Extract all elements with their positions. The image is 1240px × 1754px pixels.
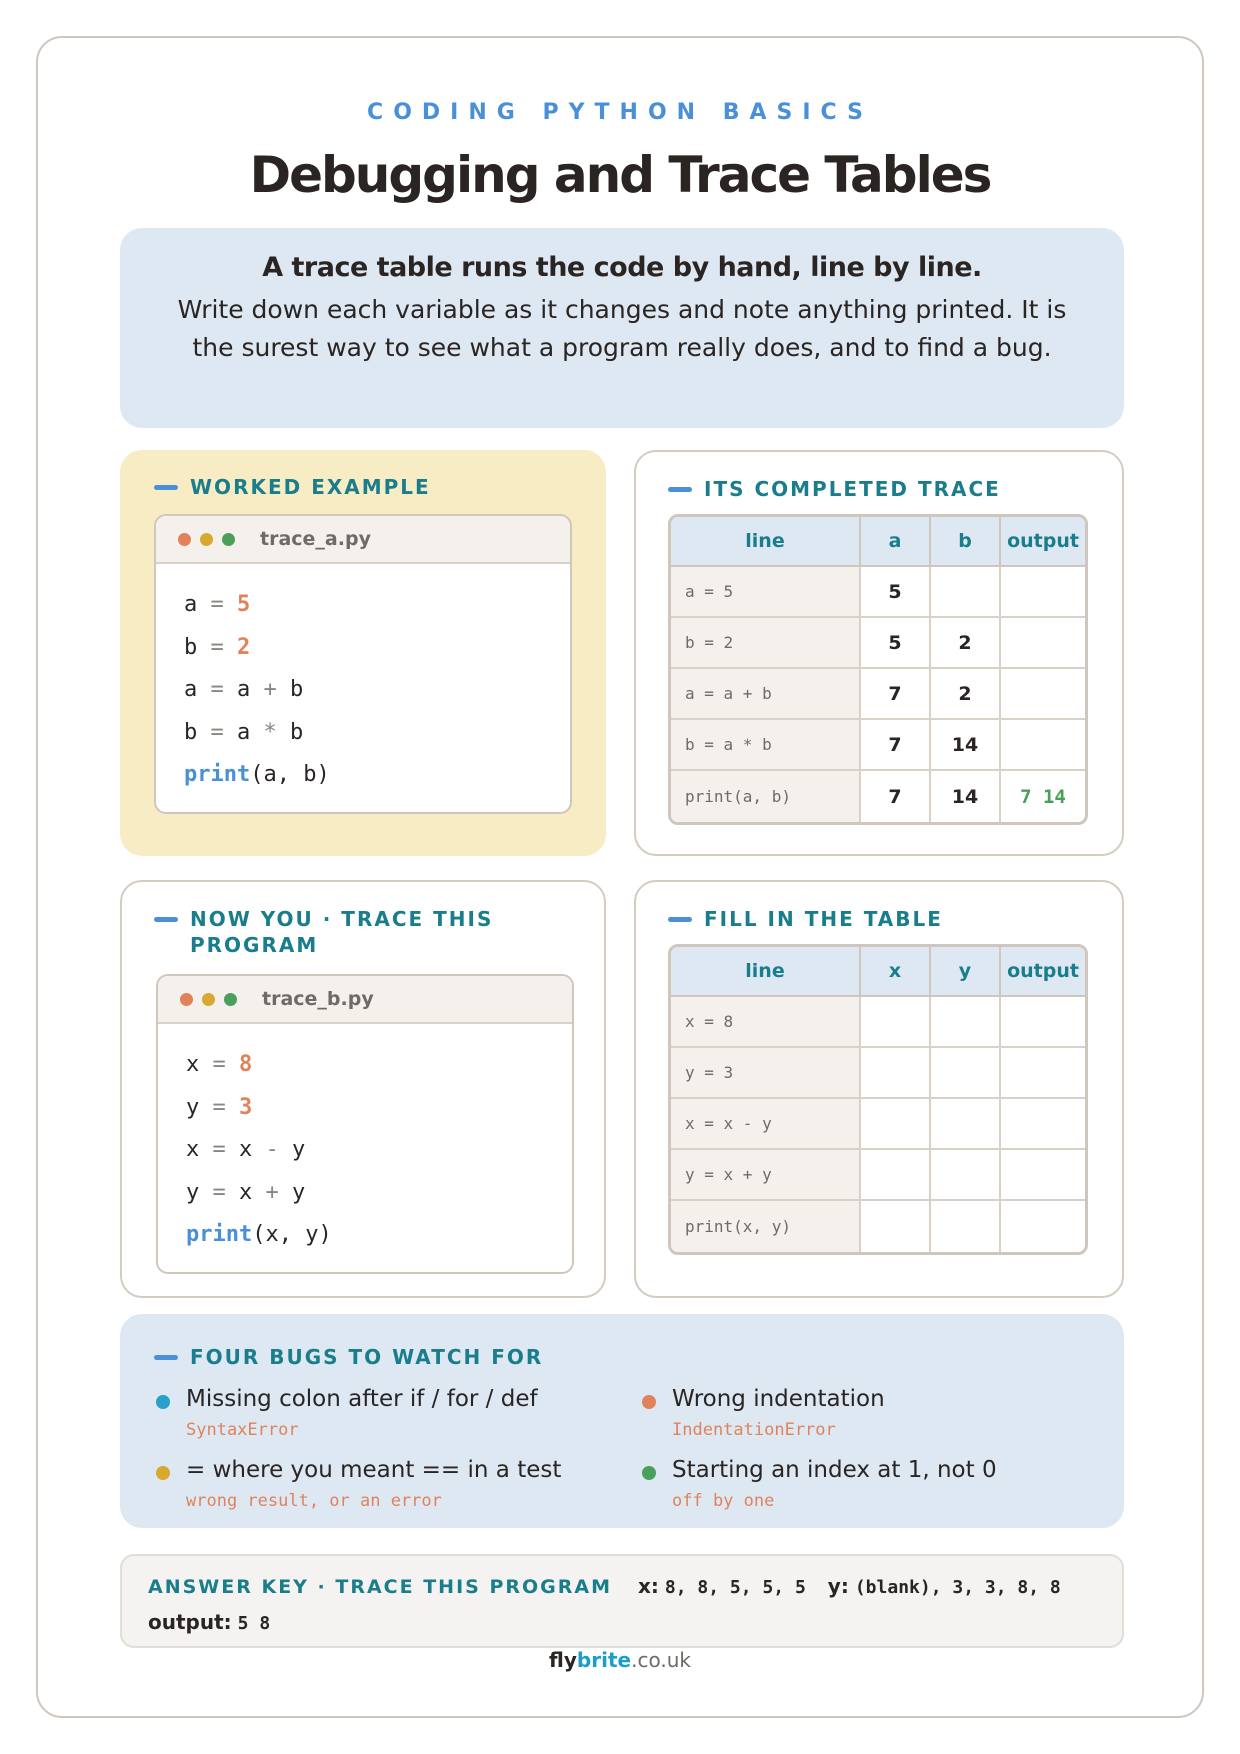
code-lines bbox=[158, 1024, 572, 1257]
bugs-label: FOUR BUGS TO WATCH FOR bbox=[154, 1344, 543, 1370]
code-window-a bbox=[154, 514, 572, 814]
trace-a-cell: 5 bbox=[861, 618, 931, 669]
blank-x-cell[interactable] bbox=[861, 1048, 931, 1099]
code-line: x = x - y bbox=[186, 1137, 306, 1162]
trace-header-row bbox=[671, 517, 1085, 567]
brand-fly: fly bbox=[549, 1648, 577, 1672]
brand-domain: .co.uk bbox=[631, 1648, 691, 1672]
table-row bbox=[671, 618, 1085, 669]
eyebrow-subtitle: CODING PYTHON BASICS bbox=[367, 100, 873, 125]
trace-line-cell: a = a + b bbox=[671, 669, 861, 720]
code-line: y = 3 bbox=[186, 1094, 253, 1120]
trace-line-cell: y = x + y bbox=[671, 1150, 861, 1201]
col-header-y: y bbox=[931, 947, 1001, 997]
trace-output-cell: 7 14 bbox=[1020, 785, 1066, 808]
col-header-a: a bbox=[861, 517, 931, 567]
bullet-dot-icon bbox=[642, 1395, 656, 1409]
code-window-b bbox=[156, 974, 574, 1274]
window-maximize-dot-icon bbox=[224, 993, 237, 1006]
bugs-panel bbox=[120, 1314, 1124, 1528]
trace-a-cell: 7 bbox=[861, 771, 931, 822]
col-header-output: output bbox=[1001, 517, 1085, 567]
trace-output-cell bbox=[1001, 720, 1085, 771]
brand-brite: brite bbox=[576, 1648, 632, 1672]
code-line: b = 2 bbox=[184, 634, 251, 660]
table-row bbox=[671, 669, 1085, 720]
col-header-output: output bbox=[1001, 947, 1085, 997]
completed-trace-card bbox=[634, 450, 1124, 856]
table-row bbox=[671, 1150, 1085, 1201]
table-row bbox=[671, 771, 1085, 822]
code-window-titlebar bbox=[156, 516, 570, 564]
worked-example-label: WORKED EXAMPLE bbox=[154, 474, 431, 500]
table-row bbox=[671, 1201, 1085, 1252]
answer-x-key: x: bbox=[638, 1574, 659, 1598]
trace-b-cell: 2 bbox=[931, 618, 1001, 669]
table-row bbox=[671, 1099, 1085, 1150]
fill-in-table bbox=[668, 944, 1088, 1255]
answer-key-label: ANSWER KEY · TRACE THIS PROGRAM bbox=[148, 1576, 612, 1598]
label-dash-icon bbox=[154, 1355, 178, 1360]
bug-error: off by one bbox=[672, 1491, 775, 1511]
table-row bbox=[671, 567, 1085, 618]
code-filename: trace_b.py bbox=[262, 988, 374, 1010]
answer-x-values: 8, 8, 5, 5, 5 bbox=[664, 1577, 806, 1598]
trace-line-cell: a = 5 bbox=[671, 567, 861, 618]
window-maximize-dot-icon bbox=[222, 533, 235, 546]
window-minimize-dot-icon bbox=[202, 993, 215, 1006]
bullet-dot-icon bbox=[156, 1395, 170, 1409]
col-header-line: line bbox=[671, 517, 861, 567]
code-window-titlebar bbox=[158, 976, 572, 1024]
trace-output-cell bbox=[1001, 567, 1085, 618]
bug-text: = where you meant == in a test bbox=[186, 1457, 562, 1483]
blank-x-cell[interactable] bbox=[861, 1099, 931, 1150]
blank-output-cell[interactable] bbox=[1001, 1150, 1085, 1201]
fill-table-card bbox=[634, 880, 1124, 1298]
blank-output-cell[interactable] bbox=[1001, 1099, 1085, 1150]
table-row bbox=[671, 720, 1085, 771]
bug-error: IndentationError bbox=[672, 1420, 836, 1440]
trace-output-cell bbox=[1001, 669, 1085, 720]
intro-panel bbox=[120, 228, 1124, 428]
trace-b-cell: 2 bbox=[931, 669, 1001, 720]
trace-a-cell: 7 bbox=[861, 720, 931, 771]
label-dash-icon bbox=[668, 487, 692, 492]
answer-key-panel bbox=[120, 1554, 1124, 1648]
intro-heading: A trace table runs the code by hand, line by line. bbox=[262, 252, 982, 283]
blank-x-cell[interactable] bbox=[861, 1201, 931, 1252]
blank-y-cell[interactable] bbox=[931, 997, 1001, 1048]
blank-y-cell[interactable] bbox=[931, 1048, 1001, 1099]
fill-table-label: FILL IN THE TABLE bbox=[668, 906, 943, 932]
worked-example-card bbox=[120, 450, 606, 856]
completed-trace-table bbox=[668, 514, 1088, 825]
table-row bbox=[671, 997, 1085, 1048]
answer-key-row bbox=[148, 1574, 1083, 1598]
code-lines bbox=[156, 564, 570, 797]
code-line: print(a, b) bbox=[184, 762, 330, 787]
trace-line-cell: x = x - y bbox=[671, 1099, 861, 1150]
code-filename: trace_a.py bbox=[260, 528, 371, 550]
blank-x-cell[interactable] bbox=[861, 997, 931, 1048]
trace-header-row bbox=[671, 947, 1085, 997]
bug-text: Missing colon after if / for / def bbox=[186, 1386, 538, 1412]
completed-trace-label: ITS COMPLETED TRACE bbox=[668, 476, 1001, 502]
col-header-b: b bbox=[931, 517, 1001, 567]
blank-output-cell[interactable] bbox=[1001, 1048, 1085, 1099]
trace-this-program-label: NOW YOU · TRACE THIS PROGRAM bbox=[154, 906, 514, 958]
code-line: a = a + b bbox=[184, 677, 304, 702]
trace-a-cell: 7 bbox=[861, 669, 931, 720]
trace-a-cell: 5 bbox=[861, 567, 931, 618]
table-row bbox=[671, 1048, 1085, 1099]
trace-line-cell: print(x, y) bbox=[671, 1201, 861, 1252]
trace-line-cell: b = 2 bbox=[671, 618, 861, 669]
answer-output-row bbox=[148, 1610, 292, 1634]
blank-y-cell[interactable] bbox=[931, 1201, 1001, 1252]
page-title: Debugging and Trace Tables bbox=[249, 146, 991, 204]
code-line: b = a * b bbox=[184, 719, 304, 745]
label-dash-icon bbox=[154, 917, 178, 922]
blank-output-cell[interactable] bbox=[1001, 1201, 1085, 1252]
code-line: x = 8 bbox=[186, 1052, 253, 1077]
code-line: a = 5 bbox=[184, 592, 251, 617]
trace-b-cell: 14 bbox=[931, 771, 1001, 822]
window-close-dot-icon bbox=[178, 533, 191, 546]
blank-y-cell[interactable] bbox=[931, 1099, 1001, 1150]
trace-line-cell: y = 3 bbox=[671, 1048, 861, 1099]
trace-line-cell: x = 8 bbox=[671, 997, 861, 1048]
blank-output-cell[interactable] bbox=[1001, 997, 1085, 1048]
bug-text: Wrong indentation bbox=[672, 1386, 885, 1412]
trace-line-cell: print(a, b) bbox=[671, 771, 861, 822]
answer-y-key: y: bbox=[827, 1574, 849, 1598]
blank-x-cell[interactable] bbox=[861, 1150, 931, 1201]
bug-text: Starting an index at 1, not 0 bbox=[672, 1457, 997, 1483]
answer-y-values: (blank), 3, 3, 8, 8 bbox=[854, 1577, 1061, 1598]
bug-error: SyntaxError bbox=[186, 1420, 299, 1440]
trace-b-cell bbox=[931, 567, 1001, 618]
bullet-dot-icon bbox=[156, 1466, 170, 1480]
col-header-line: line bbox=[671, 947, 861, 997]
trace-output-cell bbox=[1001, 618, 1085, 669]
trace-this-program-card bbox=[120, 880, 606, 1298]
code-line: print(x, y) bbox=[186, 1222, 332, 1247]
trace-b-cell: 14 bbox=[931, 720, 1001, 771]
trace-line-cell: b = a * b bbox=[671, 720, 861, 771]
window-minimize-dot-icon bbox=[200, 533, 213, 546]
bug-error: wrong result, or an error bbox=[186, 1491, 442, 1511]
intro-body: Write down each variable as it changes and note anything printed. It is the surest way to see what a program really does, and to find a bug. bbox=[177, 295, 1067, 362]
label-dash-icon bbox=[154, 485, 178, 490]
footer-brand bbox=[0, 1648, 1240, 1672]
answer-output-key: output: bbox=[148, 1610, 232, 1634]
col-header-x: x bbox=[861, 947, 931, 997]
blank-y-cell[interactable] bbox=[931, 1150, 1001, 1201]
label-dash-icon bbox=[668, 917, 692, 922]
code-line: y = x + y bbox=[186, 1179, 306, 1205]
window-close-dot-icon bbox=[180, 993, 193, 1006]
answer-output-value: 5 8 bbox=[237, 1613, 271, 1634]
bullet-dot-icon bbox=[642, 1466, 656, 1480]
